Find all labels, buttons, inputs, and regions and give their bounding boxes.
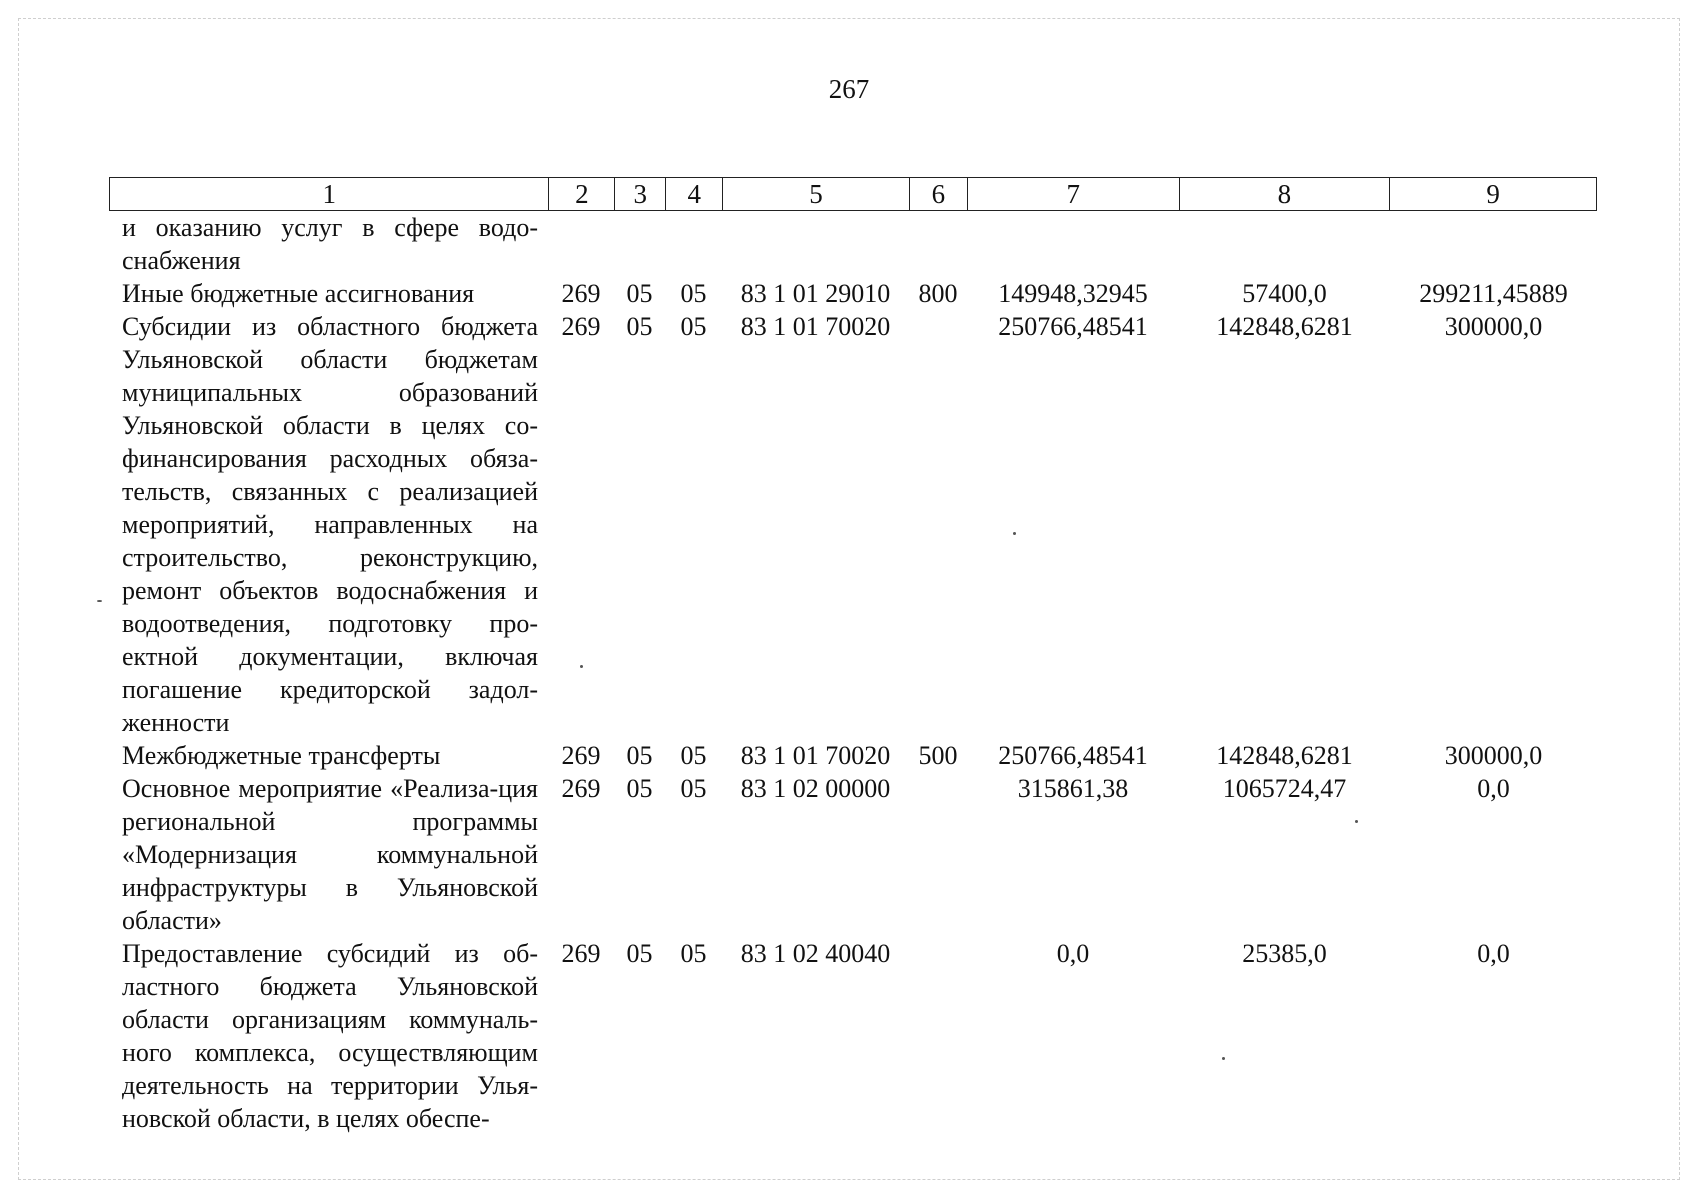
cell-c9: 300000,0	[1444, 312, 1543, 341]
cell-c5: 83 1 01 70020	[740, 312, 891, 341]
table-header	[109, 177, 1597, 211]
scan-speck	[1355, 820, 1358, 823]
cell-c4: 05	[680, 774, 707, 803]
cell-c5: 83 1 02 40040	[740, 939, 891, 968]
cell-c3: 05	[626, 939, 653, 968]
cell-c4: 05	[680, 741, 707, 770]
row-name: Предоставление субсидий из об-ластного бюджета Ульяновской области организациям коммуналь-ного комплекса, осуществляющим деятельность на территории Улья-новской области, в целях обеспе-	[122, 939, 538, 1133]
cell-c2: 269	[561, 939, 601, 968]
table-row	[109, 772, 1597, 937]
cell-c3: 05	[626, 279, 653, 308]
cell-c5: 83 1 02 00000	[740, 774, 891, 803]
scan-speck	[1013, 532, 1016, 535]
cell-c8: 142848,6281	[1216, 312, 1353, 341]
header-col-1: 1	[322, 179, 336, 209]
page-number: 267	[828, 74, 870, 104]
scan-speck	[97, 600, 102, 602]
row-name: Основное мероприятие «Реализа-ция региональной программы «Модернизация коммунальной инфраструктуры в Ульяновской области»	[122, 774, 538, 935]
header-col-3: 3	[614, 178, 665, 210]
cell-c7: 250766,48541	[998, 741, 1148, 770]
cell-c2: 269	[561, 774, 601, 803]
cell-c9: 0,0	[1477, 774, 1510, 803]
header-col-4: 4	[665, 178, 722, 210]
cell-c4: 05	[680, 279, 707, 308]
header-col-8: 8	[1179, 178, 1390, 210]
row-name: и оказанию услуг в сфере водо-снабжения	[122, 213, 538, 275]
row-name: Межбюджетные трансферты	[122, 741, 441, 770]
cell-c7: 149948,32945	[998, 279, 1148, 308]
header-col-7: 7	[967, 178, 1179, 210]
cell-c3: 05	[626, 312, 653, 341]
cell-c4: 05	[680, 939, 707, 968]
table-row	[109, 937, 1597, 1135]
cell-c5: 83 1 01 70020	[740, 741, 891, 770]
cell-c3: 05	[626, 774, 653, 803]
table-row	[109, 211, 1597, 277]
cell-c4: 05	[680, 312, 707, 341]
row-name: Субсидии из областного бюджета Ульяновской области бюджетам муниципальных образований Ульяновской области в целях со-финансирования расходных обяза-тельств, связанных с реализацией мероприятий, направленных на строительство, реконструкцию, ремонт объектов водоснабжения и водоотведения, подготовку про-ектной документации, включая погашение кредиторской задол-женности	[122, 312, 538, 737]
cell-c8: 142848,6281	[1216, 741, 1353, 770]
cell-c8: 1065724,47	[1222, 774, 1347, 803]
table-row	[109, 277, 1597, 310]
cell-c7: 315861,38	[1017, 774, 1129, 803]
cell-c8: 57400,0	[1242, 279, 1327, 308]
cell-c2: 269	[561, 741, 601, 770]
cell-c5: 83 1 01 29010	[740, 279, 891, 308]
scan-speck	[1222, 1057, 1225, 1060]
cell-c7: 0,0	[1056, 939, 1090, 968]
table-row	[109, 310, 1597, 739]
budget-table	[109, 177, 1597, 1135]
cell-c3: 05	[626, 741, 653, 770]
cell-c2: 269	[561, 279, 601, 308]
cell-c7: 250766,48541	[998, 312, 1148, 341]
cell-c9: 300000,0	[1444, 741, 1543, 770]
cell-c6: 800	[918, 279, 958, 308]
header-col-6: 6	[909, 178, 967, 210]
header-col-2: 2	[548, 178, 614, 210]
table-row	[109, 739, 1597, 772]
cell-c8: 25385,0	[1242, 939, 1327, 968]
cell-c2: 269	[561, 312, 601, 341]
header-col-5: 5	[722, 178, 909, 210]
cell-c9: 0,0	[1477, 939, 1510, 968]
row-name: Иные бюджетные ассигнования	[122, 279, 475, 308]
scan-speck	[580, 665, 583, 668]
cell-c9: 299211,45889	[1419, 279, 1568, 308]
cell-c6: 500	[918, 741, 958, 770]
header-col-9: 9	[1389, 178, 1596, 210]
